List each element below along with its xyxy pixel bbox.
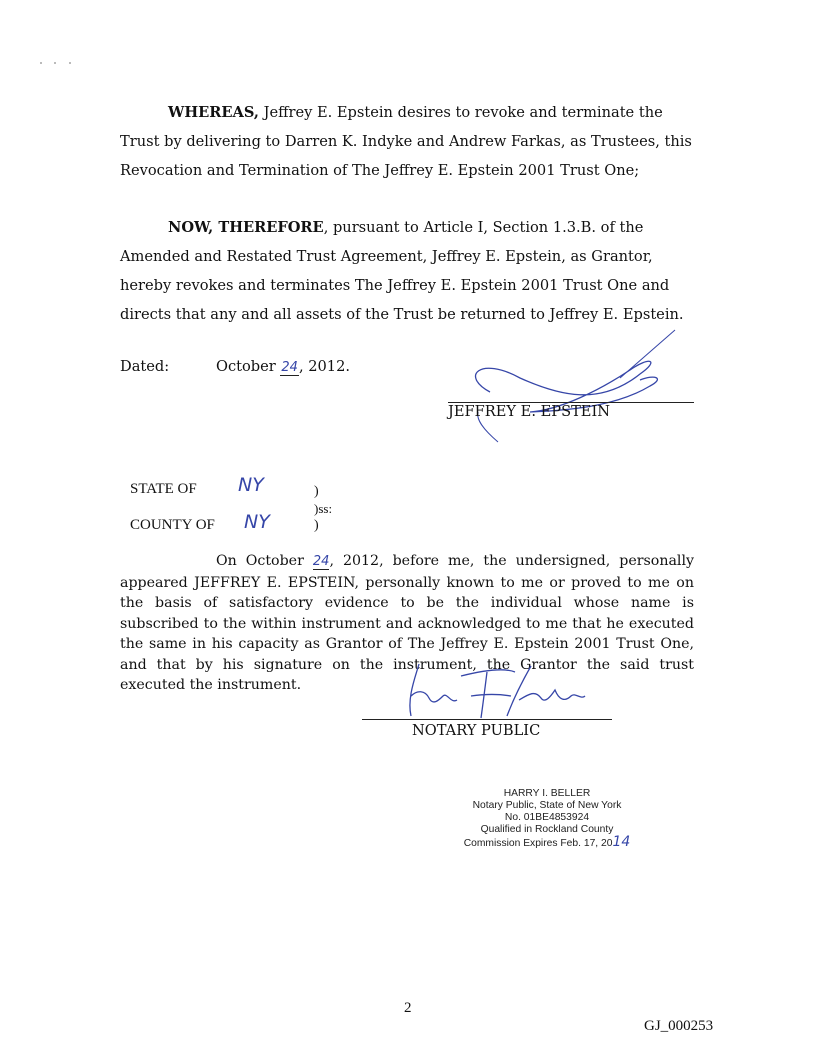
dated-month: October [216, 358, 276, 375]
dated-day-handwritten: 24 [281, 360, 298, 375]
dated-label: Dated: [120, 358, 170, 375]
acknowledgment-text: , 2012, before me, the undersigned, personally appeared JEFFREY E. EPSTEIN, personally known to me or proved to me on the basis of satisfactory evidence to be the individual whose name is subscribed to the within instrument and acknowledged to me that he executed the same in his capacity as Grantor of The Jeffrey E. Epstein 2001 Trust One, and that by his signature on the instrument, the Grantor the said trust executed the instrument. [120, 553, 695, 693]
notary-title: NOTARY PUBLIC [412, 722, 541, 739]
scan-specks [40, 62, 80, 65]
dated-value [216, 358, 350, 376]
seal-name: HARRY I. BELLER [503, 788, 591, 799]
page-number: 2 [404, 1000, 412, 1016]
whereas-text: Jeffrey E. Epstein desires to revoke and terminate the Trust by delivering to Darren K. Indyke and Andrew Farkas, as Trustees, this Revocation and Termination of The Jeffrey E. Epstein 2001 Trust One; [120, 104, 692, 179]
whereas-lead: WHEREAS, [168, 104, 259, 121]
venue-paren-close: ) [314, 518, 319, 533]
seal-line-3: No. 01BE4853924 [504, 812, 590, 823]
state-value-handwritten: NY [238, 474, 264, 496]
acknowledgment-day-handwritten: 24 [312, 554, 330, 569]
seal-line-2: Notary Public, State of New York [472, 800, 622, 811]
notary-seal-stamp [432, 788, 662, 850]
county-label: COUNTY OF [130, 517, 215, 533]
county-value-handwritten: NY [244, 511, 270, 533]
now-therefore-paragraph [120, 213, 700, 329]
dated-year: , 2012. [298, 358, 350, 375]
acknowledgment-prefix: On October [216, 553, 304, 569]
now-therefore-text: , pursuant to Article I, Section 1.3.B. of the Amended and Restated Trust Agreement, Jeffrey E. Epstein, as Grantor, hereby revokes and terminates The Jeffrey E. Epstein 2001 Trust One and directs that any and all assets of the Trust be returned to Jeffrey E. Epstein. [120, 219, 684, 323]
now-therefore-lead: NOW, THEREFORE [168, 219, 324, 236]
grantor-signature [440, 326, 710, 446]
venue-ss: )ss: [314, 501, 333, 516]
grantor-name: JEFFREY E. EPSTEIN [448, 403, 610, 420]
state-label: STATE OF [130, 481, 197, 497]
venue-paren-open: ) [314, 484, 319, 499]
whereas-paragraph [120, 98, 700, 185]
seal-expiry: Commission Expires Feb. 17, 20 [463, 838, 613, 849]
bates-number: GJ_000253 [644, 1018, 714, 1034]
notary-signature-line [362, 719, 612, 720]
seal-line-4: Qualified in Rockland County [480, 824, 614, 835]
notary-signature [395, 660, 595, 722]
seal-line-5 [432, 836, 662, 850]
seal-year-handwritten: 14 [612, 834, 631, 850]
